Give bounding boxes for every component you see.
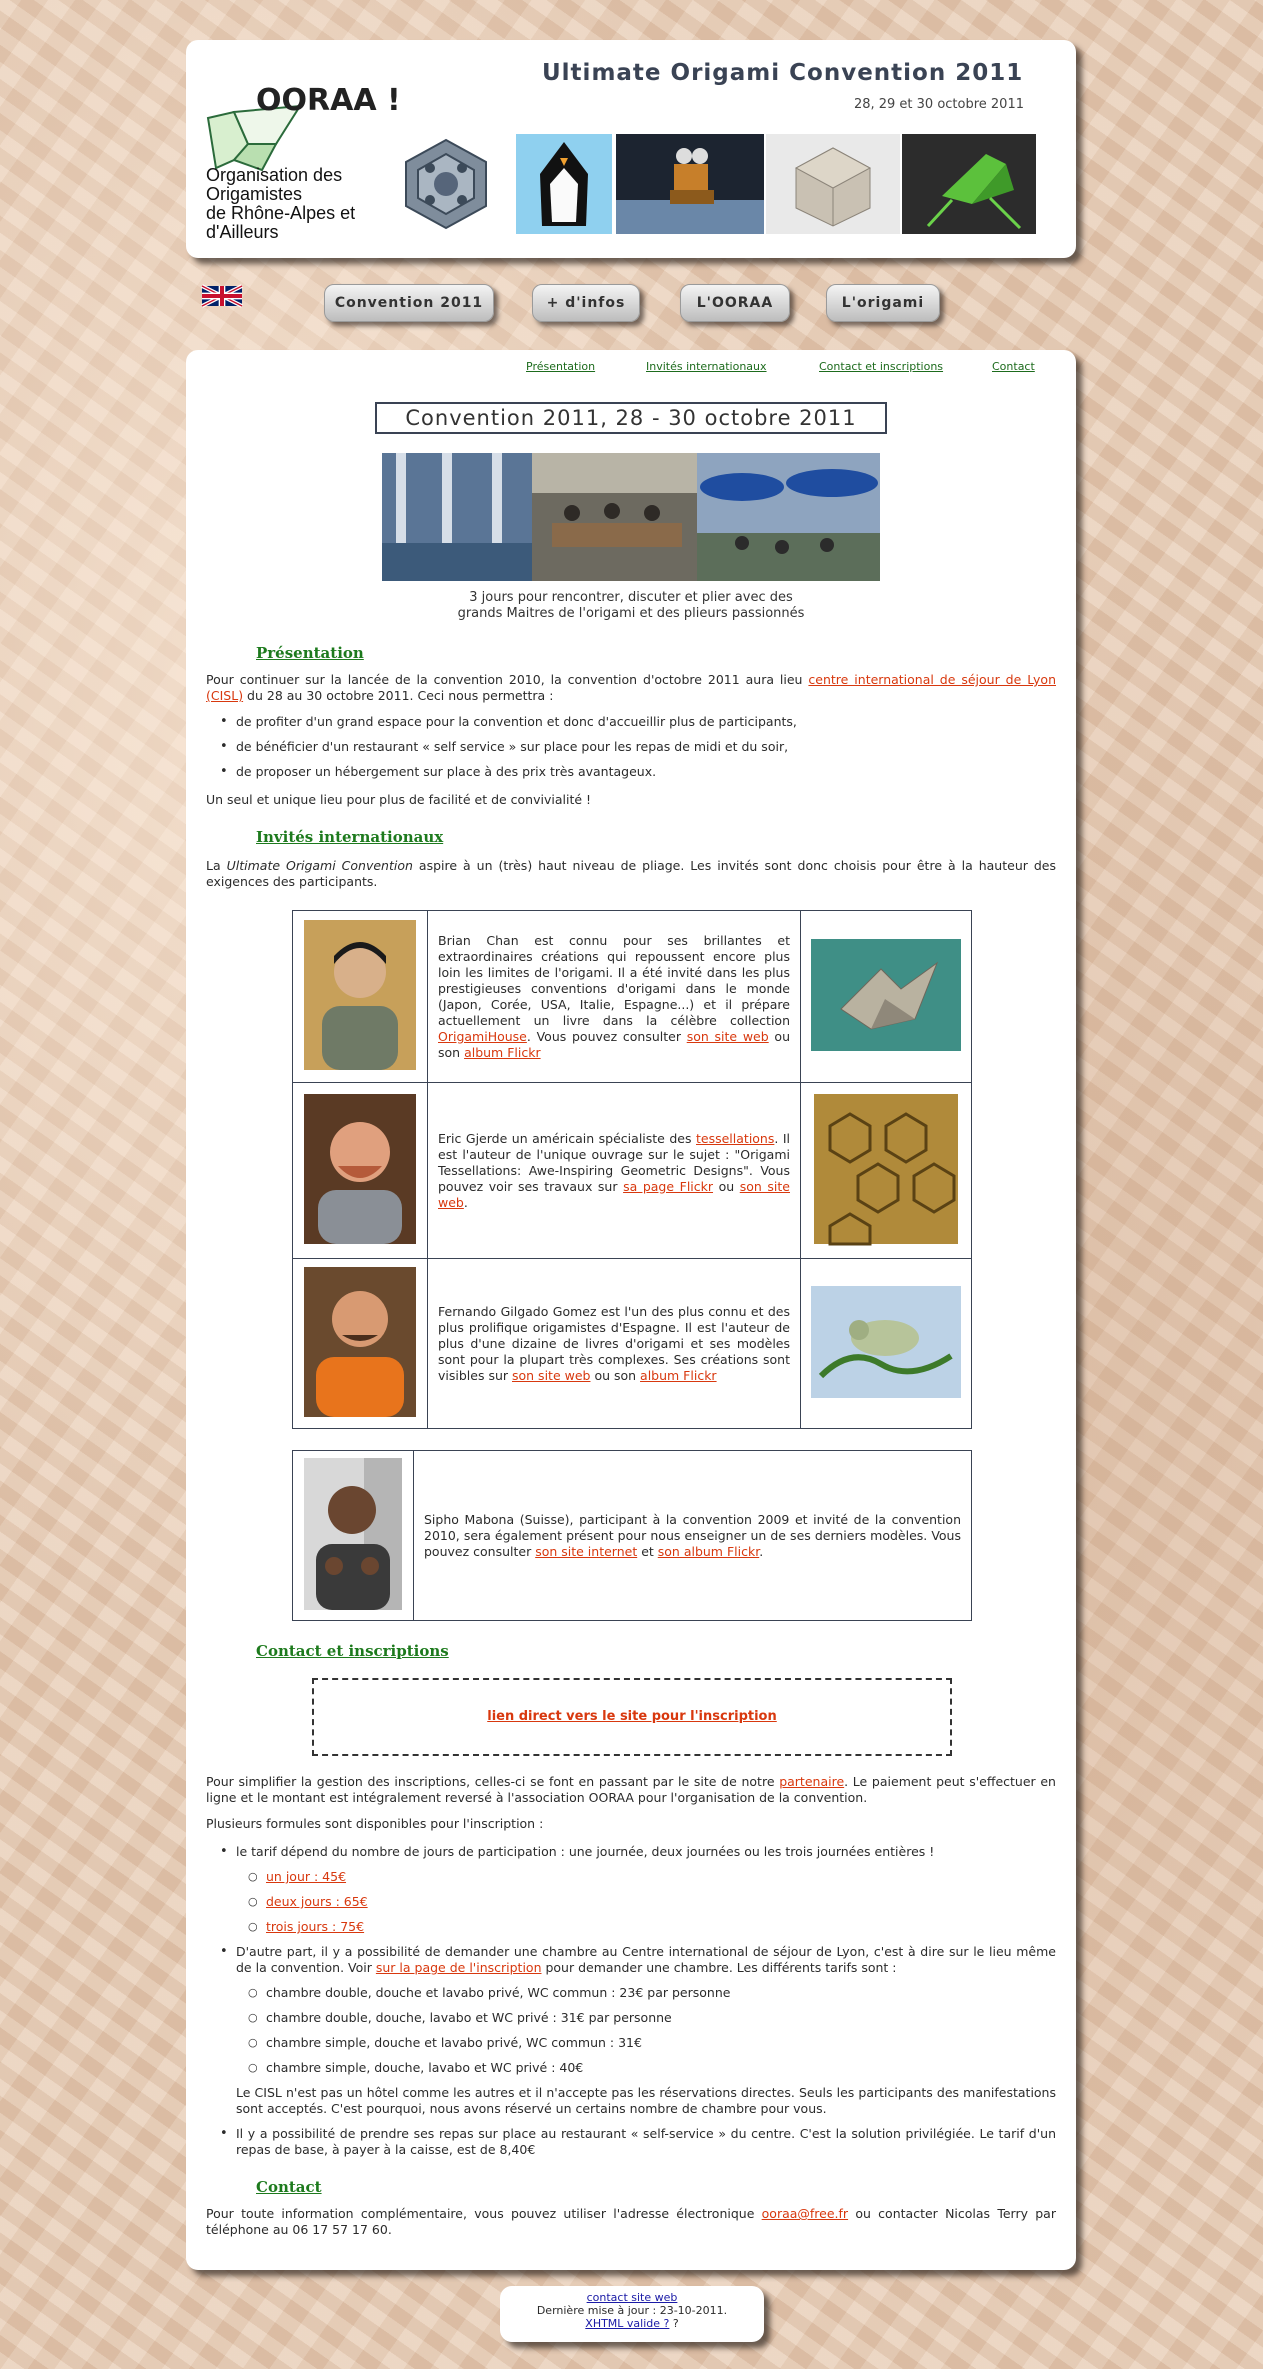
heading-presentation: Présentation	[256, 644, 364, 662]
text: . Le paiement peut s'effectuer en ligne et le montant est intégralement reversé à l'association OORAA pour l'organisation de la convention.	[206, 1774, 1056, 1805]
sipho-flickr-link[interactable]: son album Flickr	[657, 1543, 760, 1559]
text: Pour toute information complémentaire, vous pouvez utiliser l'adresse électronique	[206, 2206, 762, 2221]
sipho-mabona-text	[414, 1451, 972, 1621]
guests-table-extra	[292, 1450, 972, 1621]
text: ou contacter Nicolas Terry par téléphone au 06 17 57 17 60.	[206, 2206, 1056, 2237]
presentation-intro	[206, 672, 1056, 704]
xhtml-valid-link[interactable]: XHTML valide ?	[585, 2317, 670, 2330]
cube-model-photo	[766, 134, 900, 234]
table-cell	[293, 1259, 428, 1429]
text: Fernando Gilgado Gomez est l'un des plus connu et des plus prolifique origamistes d'Espagne. Il est l'auteur de plus d'une dizaine de livres d'origami et ses modèles sont pour la plupart très complexes. Ses créations sont visibles sur	[438, 1303, 790, 1383]
text: ?	[669, 2317, 679, 2330]
cisl-link[interactable]: centre international de séjour de Lyon (CISL)	[206, 672, 1056, 703]
subnav-presentation[interactable]: Présentation	[526, 360, 596, 373]
convention-tagline	[382, 590, 880, 622]
list-item	[206, 1894, 1056, 1910]
brian-website-link[interactable]: son site web	[686, 1028, 769, 1044]
eric-website-link[interactable]: son site web	[438, 1178, 790, 1210]
inscriptions-intro	[206, 1774, 1056, 1806]
list-item	[206, 1869, 1056, 1885]
org-name	[206, 166, 355, 242]
table-row	[293, 1451, 972, 1621]
table-cell	[801, 911, 972, 1083]
cisl-note: Le CISL n'est pas un hôtel comme les autres et il n'accepte pas les réservations directes. Seuls les participants des manifestations sont acceptés. C'est pourquoi, nous avons réservé un certains nombre de chambre pour vous.	[236, 2085, 1056, 2116]
meal-list	[206, 2126, 1056, 2167]
insect-model-photo	[902, 134, 1036, 234]
text: D'autre part, il y a possibilité de demander une chambre au Centre international de séjour de Lyon, c'est à dire sur le lieu même de la convention. Voir	[236, 1944, 1056, 1975]
nav-more-info[interactable]: + d'infos	[532, 284, 640, 322]
text: Pour simplifier la gestion des inscriptions, celles-ci se font en passant par le site de notre	[206, 1774, 780, 1789]
inscriptions-list	[206, 1844, 1056, 2085]
text: Brian Chan est connu pour ses brillantes et extraordinaires créations qui repoussent encore plus loin les limites de l'origami. Il a été invité dans les plus prestigieuses conventions d'origami dans le monde (Japon, Corée, USA, Italie, Espagne...) et il prépare actuellement un livre dans la célèbre collection	[438, 932, 790, 1028]
text: . Il est l'auteur de l'unique ouvrage sur le sujet : "Origami Tessellations: Awe-Inspiring Geometric Designs". Vous pouvez voir ses travaux sur	[438, 1130, 791, 1194]
contact-webmaster-link[interactable]: contact site web	[586, 2291, 678, 2304]
nav-convention-2011[interactable]: Convention 2011	[324, 284, 494, 322]
logo-wordmark: OORAA !	[256, 83, 401, 118]
text: Ultimate Origami Convention	[226, 858, 413, 873]
table-row	[293, 1083, 972, 1259]
nav-origami[interactable]: L'origami	[826, 284, 940, 322]
list-item: • le tarif dépend du nombre de jours de participation : une journée, deux journées ou les trois journées entières !	[206, 1844, 1056, 1860]
eric-model-photo	[814, 1094, 958, 1244]
eric-gjerde-text	[428, 1083, 801, 1259]
list-item: • de bénéficier d'un restaurant « self service » sur place pour les repas de midi et du soir,	[206, 739, 1056, 755]
table-cell	[801, 1259, 972, 1429]
sub-navigation	[186, 360, 1076, 380]
inscription-direct-link[interactable]: lien direct vers le site pour l'inscription	[487, 1709, 777, 1724]
fernando-gilgado-photo	[304, 1267, 416, 1417]
fernando-flickr-link[interactable]: album Flickr	[640, 1367, 717, 1383]
table-row	[293, 911, 972, 1083]
site-dates: 28, 29 et 30 octobre 2011	[853, 97, 1024, 112]
table-cell	[293, 1083, 428, 1259]
inscription-box	[312, 1678, 952, 1756]
heading-contact: Contact	[256, 2178, 322, 2196]
text: Eric Gjerde un américain spécialiste des	[438, 1130, 696, 1146]
origamihouse-link[interactable]: OrigamiHouse	[438, 1028, 527, 1044]
text: .	[759, 1543, 764, 1559]
main-nav	[0, 280, 1263, 330]
table-row	[293, 1259, 972, 1429]
site-header	[186, 40, 1076, 258]
text: du 28 au 30 octobre 2011. Ceci nous permettra :	[243, 688, 554, 703]
org-line: de Rhône-Alpes et	[206, 203, 356, 223]
fernando-model-photo	[811, 1286, 961, 1398]
brian-flickr-link[interactable]: album Flickr	[464, 1044, 541, 1060]
tagline-line: grands Maitres de l'origami et des plieurs passionnés	[457, 606, 805, 621]
brian-chan-text	[428, 911, 801, 1083]
price-one-day-link[interactable]: un jour : 45€	[266, 1869, 347, 1884]
text: ou son	[438, 1028, 790, 1060]
text: et	[637, 1543, 658, 1559]
brian-chan-photo	[304, 920, 416, 1070]
list-item	[206, 1944, 1056, 1976]
contact-text	[206, 2206, 1056, 2238]
heading-guests: Invités internationaux	[256, 828, 444, 846]
text: Sipho Mabona (Suisse), participant à la convention 2009 et invité de la convention 2010, sera également présent pour nous enseigner un de ses derniers modèles. Vous pouvez consulter	[424, 1511, 961, 1559]
price-two-days-link[interactable]: deux jours : 65€	[266, 1894, 368, 1909]
table-cell	[293, 911, 428, 1083]
footer	[500, 2286, 764, 2342]
list-item: ○ chambre double, douche et lavabo privé, WC commun : 23€ par personne	[206, 1985, 1056, 2001]
org-line: Organisation des	[206, 165, 343, 185]
email-link[interactable]: ooraa@free.fr	[761, 2206, 849, 2221]
list-item: ○ chambre simple, douche, lavabo et WC privé : 40€	[206, 2060, 1056, 2076]
sipho-website-link[interactable]: son site internet	[535, 1543, 638, 1559]
text: aspire à un (très) haut niveau de pliage. Les invités sont donc choisis pour être à la hauteur des exigences des participants.	[206, 858, 1056, 889]
robot-model-photo	[616, 134, 764, 234]
partner-link[interactable]: partenaire	[779, 1774, 845, 1789]
eric-flickr-link[interactable]: sa page Flickr	[623, 1178, 714, 1194]
table-cell	[801, 1083, 972, 1259]
heading-inscriptions: Contact et inscriptions	[256, 1642, 449, 1660]
list-item: • Il y a possibilité de prendre ses repas sur place au restaurant « self-service » du centre. C'est la solution privilégiée. Le tarif d'un repas de base, à payer à la caisse, est de 8,40€	[206, 2126, 1056, 2158]
text: .	[463, 1194, 468, 1210]
list-item: • de proposer un hébergement sur place à des prix très avantageux.	[206, 764, 1056, 780]
org-line: d'Ailleurs	[206, 222, 279, 242]
list-item: • de profiter d'un grand espace pour la convention et donc d'accueillir plus de participants,	[206, 714, 1056, 730]
penguin-model-photo	[516, 134, 612, 234]
subnav-guests[interactable]: Invités internationaux	[646, 360, 767, 373]
list-item: ○ chambre simple, douche et lavabo privé, WC commun : 31€	[206, 2035, 1056, 2051]
tessellation-model-photo	[394, 136, 498, 232]
main-content	[186, 350, 1076, 2270]
guests-table	[292, 910, 972, 1429]
price-three-days-link[interactable]: trois jours : 75€	[266, 1919, 365, 1934]
room-request-link[interactable]: sur la page de l'inscription	[375, 1960, 542, 1975]
fernando-gilgado-text	[428, 1259, 801, 1429]
tessellations-link[interactable]: tessellations	[696, 1130, 775, 1146]
presentation-list	[206, 714, 1056, 789]
list-item: ○ chambre double, douche, lavabo et WC privé : 31€ par personne	[206, 2010, 1056, 2026]
inscriptions-formulas: Plusieurs formules sont disponibles pour l'inscription :	[206, 1816, 544, 1831]
text: . Vous pouvez consulter	[526, 1028, 687, 1044]
guests-intro	[206, 858, 1056, 890]
convention-venue-photo	[382, 453, 880, 581]
subnav-contact-inscriptions[interactable]: Contact et inscriptions	[819, 360, 944, 373]
nav-ooraa[interactable]: L'OORAA	[680, 284, 790, 322]
text: ou	[713, 1178, 740, 1194]
text: Pour continuer sur la lancée de la convention 2010, la convention d'octobre 2011 aura lieu	[206, 672, 809, 687]
sipho-mabona-photo	[304, 1458, 402, 1610]
org-line: Origamistes	[206, 184, 303, 204]
text: ou son	[590, 1367, 641, 1383]
list-item	[206, 1919, 1056, 1935]
last-updated: Dernière mise à jour : 23-10-2011.	[536, 2304, 728, 2317]
tagline-line: 3 jours pour rencontrer, discuter et plier avec des	[469, 590, 793, 605]
eric-gjerde-photo	[304, 1094, 416, 1244]
text: pour demander une chambre. Les différents tarifs sont :	[541, 1960, 897, 1975]
presentation-outro: Un seul et unique lieu pour plus de facilité et de convivialité !	[206, 792, 592, 807]
table-cell	[293, 1451, 414, 1621]
text: La	[206, 858, 227, 873]
subnav-contact[interactable]: Contact	[992, 360, 1035, 373]
brian-model-photo	[811, 939, 961, 1051]
site-title: Ultimate Origami Convention 2011	[542, 60, 1024, 86]
ooraa-logo[interactable]	[204, 60, 401, 180]
fernando-website-link[interactable]: son site web	[512, 1367, 591, 1383]
convention-title: Convention 2011, 28 - 30 octobre 2011	[375, 402, 887, 434]
